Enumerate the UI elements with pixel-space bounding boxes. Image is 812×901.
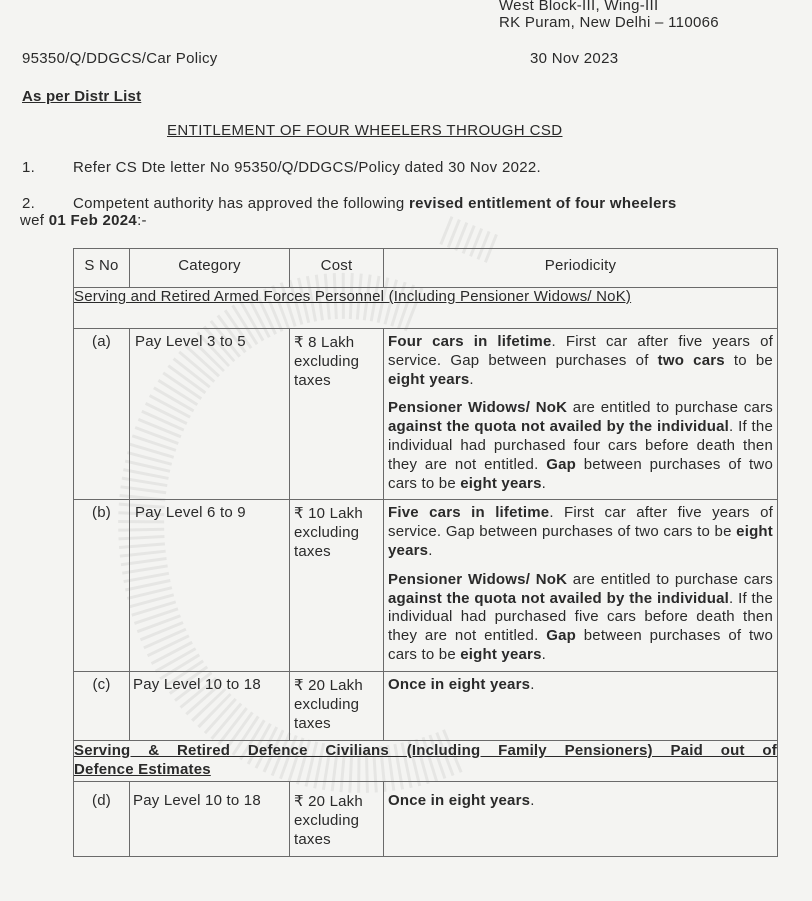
row-category: Pay Level 10 to 18: [130, 781, 290, 856]
para-1-number: 1.: [22, 159, 36, 176]
row-periodicity: Once in eight years.: [384, 781, 778, 856]
table-row: [74, 781, 778, 856]
reference-number: 95350/Q/DDGCS/Car Policy: [22, 50, 218, 67]
row-category: Pay Level 10 to 18: [130, 671, 290, 740]
subject-heading: ENTITLEMENT OF FOUR WHEELERS THROUGH CSD: [167, 122, 563, 139]
table-header-row: [74, 249, 778, 288]
row-cost: ₹ 10 Lakh excluding taxes: [290, 500, 384, 671]
distribution-list: As per Distr List: [22, 88, 142, 105]
para-2-text-line-2: wef 01 Feb 2024:-: [20, 212, 147, 229]
table-row: [74, 671, 778, 740]
row-cost: ₹ 20 Lakh excluding taxes: [290, 671, 384, 740]
row-sno: (c): [74, 671, 130, 740]
office-address-line-2: RK Puram, New Delhi – 110066: [499, 14, 719, 31]
row-cost: ₹ 8 Lakh excluding taxes: [290, 329, 384, 500]
table-row: [74, 329, 778, 500]
para-1-text: Refer CS Dte letter No 95350/Q/DDGCS/Policy dated 30 Nov 2022.: [73, 159, 541, 176]
table-row: [74, 500, 778, 671]
section-defence-civilians-title: Serving & Retired Defence Civilians (Including Family Pensioners) Paid out of Defence Estimates: [74, 740, 778, 781]
office-address-line-1: West Block-III, Wing-III: [499, 0, 659, 14]
row-sno: (b): [74, 500, 130, 671]
row-periodicity: Five cars in lifetime. First car after five years of service. Gap between purchases of two cars to be eight years. Pensioner Widows/ NoK are entitled to purchase cars against the quota not availed by the individual. If the individual had purchased five cars before death then they are not entitled. Gap between purchases of two cars to be eight years.: [384, 500, 778, 671]
header-sno: S No: [74, 249, 130, 288]
row-sno: (d): [74, 781, 130, 856]
letter-date: 30 Nov 2023: [530, 50, 619, 67]
header-category: Category: [130, 249, 290, 288]
row-category: Pay Level 3 to 5: [130, 329, 290, 500]
section-defence-civilians-row: [74, 740, 778, 781]
para-2-number: 2.: [22, 195, 36, 212]
section-armed-forces-title: Serving and Retired Armed Forces Personnel (Including Pensioner Widows/ NoK): [74, 288, 778, 329]
entitlement-table: [73, 248, 778, 857]
header-cost: Cost: [290, 249, 384, 288]
row-periodicity: Once in eight years.: [384, 671, 778, 740]
para-2-text: Competent authority has approved the following revised entitlement of four wheelers: [73, 195, 677, 212]
row-cost: ₹ 20 Lakh excluding taxes: [290, 781, 384, 856]
section-armed-forces-row: [74, 288, 778, 329]
row-sno: (a): [74, 329, 130, 500]
row-category: Pay Level 6 to 9: [130, 500, 290, 671]
header-periodicity: Periodicity: [384, 249, 778, 288]
row-periodicity: Four cars in lifetime. First car after five years of service. Gap between purchases of two cars to be eight years. Pensioner Widows/ NoK are entitled to purchase cars against the quota not availed by the individual. If the individual had purchased four cars before death then they are not entitled. Gap between purchases of two cars to be eight years.: [384, 329, 778, 500]
